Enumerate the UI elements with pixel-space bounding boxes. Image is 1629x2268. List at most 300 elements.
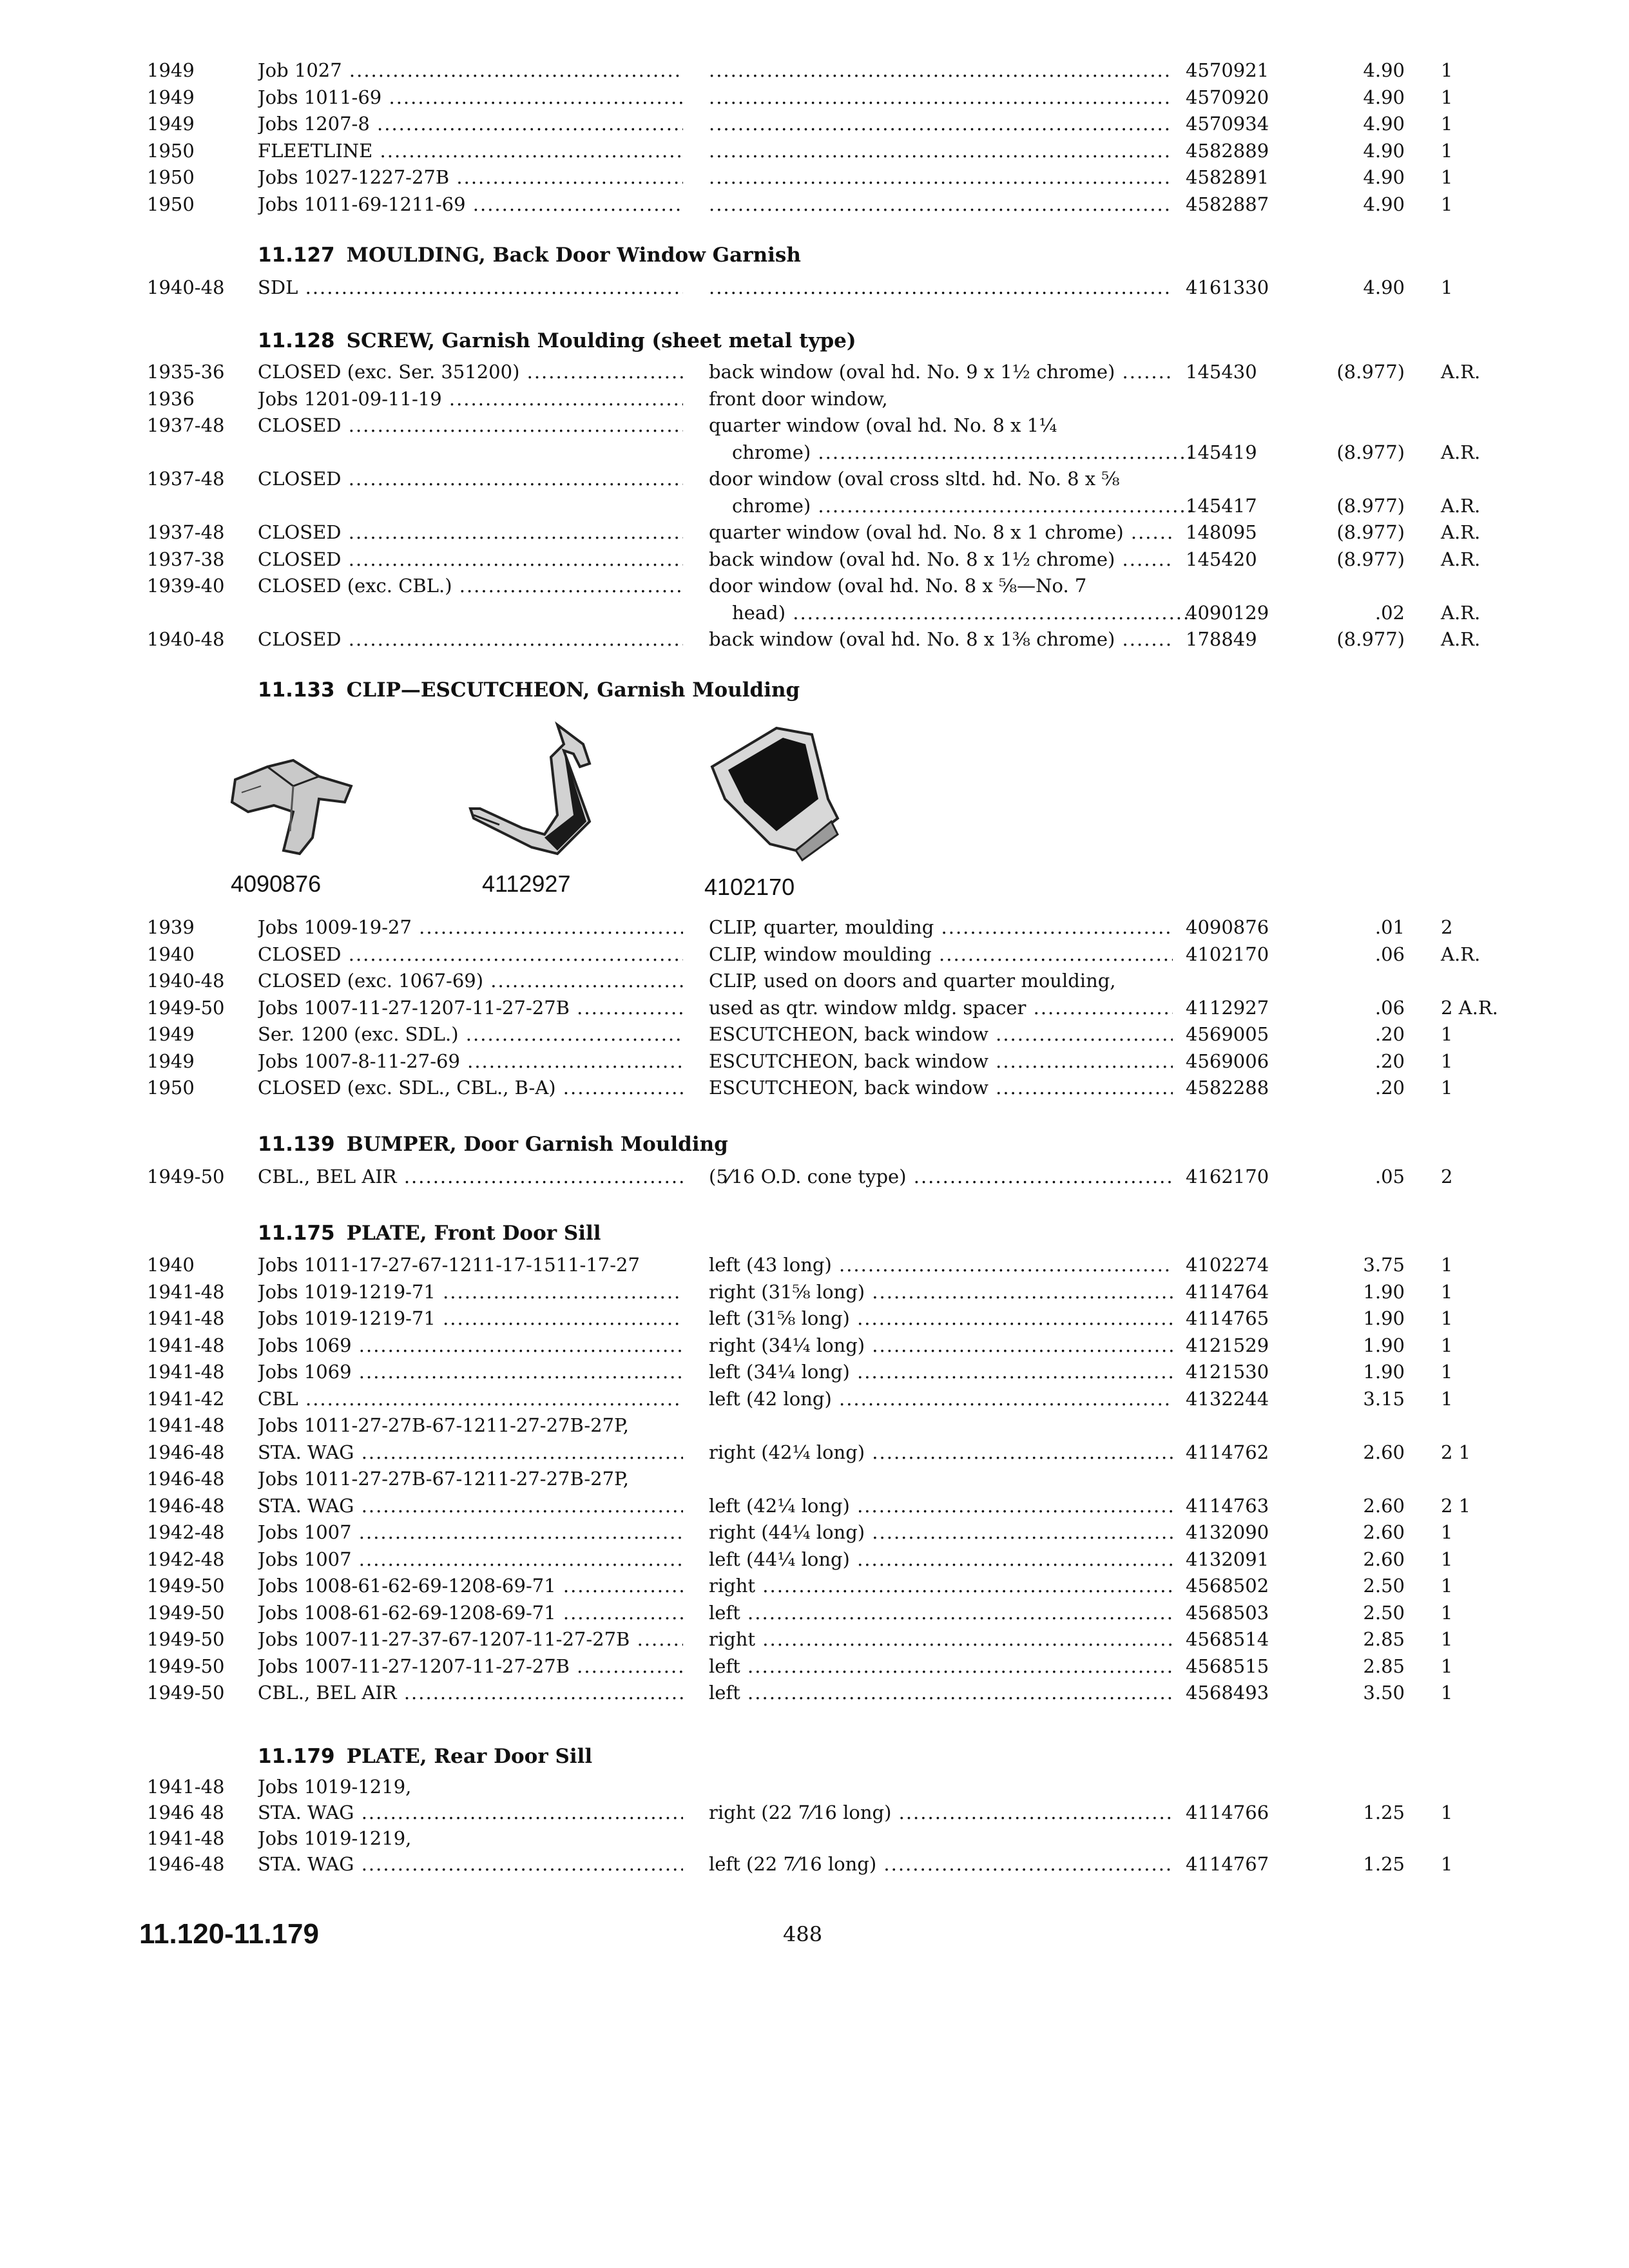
part-number-cell: 4569005: [1186, 1023, 1269, 1045]
section-heading-11-128: [258, 327, 856, 354]
table-row: [0, 1492, 1629, 1519]
job-cell: Jobs 1207-8 .....: [258, 110, 683, 137]
quantity-cell: 1: [1441, 1655, 1453, 1677]
quantity-cell: 2: [1441, 916, 1453, 938]
quantity-cell: 1: [1441, 1280, 1453, 1303]
part-number-cell: 4114763: [1186, 1494, 1269, 1517]
table-row: [0, 1679, 1629, 1706]
job-cell: Jobs 1011-27-27B-67-1211-27-27B-27P,: [258, 1414, 629, 1436]
price-cell: (8.977): [1336, 494, 1405, 517]
description-cell: CLIP, quarter, moulding .....: [709, 914, 1173, 941]
description-cell: [709, 191, 1173, 218]
table-row: [0, 599, 1629, 626]
year-cell: 1937-38: [147, 548, 225, 570]
year-cell: 1941-48: [147, 1776, 225, 1798]
year-cell: 1941-48: [147, 1827, 225, 1849]
year-cell: 1946-48: [147, 1468, 225, 1490]
table-row: [0, 1825, 1629, 1852]
quantity-cell: A.R.: [1441, 441, 1481, 463]
year-cell: 1940: [147, 1254, 195, 1276]
table-row: [0, 1385, 1629, 1412]
job-cell: Jobs 1007-11-27-37-67-1207-11-27-27B .....: [258, 1626, 683, 1653]
description-cell: quarter window (oval hd. No. 8 x 1¼: [709, 414, 1057, 436]
job-cell: Job 1027 .....: [258, 57, 683, 84]
price-cell: (8.977): [1336, 361, 1405, 383]
part-number-cell: 4114767: [1186, 1853, 1269, 1875]
price-cell: 4.90: [1363, 59, 1405, 81]
table-row: [0, 941, 1629, 968]
table-row: [0, 519, 1629, 546]
price-cell: 3.15: [1363, 1387, 1405, 1410]
quantity-cell: A.R.: [1441, 521, 1481, 543]
quantity-cell: 1: [1441, 1307, 1453, 1329]
table-row: [0, 572, 1629, 599]
year-cell: 1937-48: [147, 521, 225, 543]
job-cell: Jobs 1019-1219-71 .....: [258, 1278, 683, 1305]
price-cell: (8.977): [1336, 628, 1405, 650]
table-row: [0, 412, 1629, 439]
part-number-cell: 4161330: [1186, 276, 1269, 298]
quantity-cell: 1: [1441, 1077, 1453, 1099]
description-cell: right (44¼ long) .....: [709, 1519, 1173, 1546]
table-row: [0, 1251, 1629, 1278]
part-number-cell: 4112927: [1186, 996, 1269, 1019]
job-cell: Jobs 1011-27-27B-67-1211-27-27B-27P,: [258, 1468, 629, 1490]
year-cell: 1940-48: [147, 628, 225, 650]
year-cell: 1950: [147, 166, 195, 188]
footer-page-number: 488: [783, 1922, 823, 1946]
quantity-cell: A.R.: [1441, 943, 1481, 965]
section-title: SCREW, Garnish Moulding (sheet metal type): [346, 329, 856, 352]
part-number-cell: 4568503: [1186, 1601, 1269, 1624]
price-cell: 4.90: [1363, 86, 1405, 108]
job-cell: SDL .....: [258, 274, 683, 301]
price-cell: (8.977): [1336, 441, 1405, 463]
year-cell: 1949-50: [147, 1166, 225, 1187]
description-cell: chrome) .....: [709, 492, 1196, 519]
section-number: 11.139: [258, 1133, 335, 1156]
job-cell: Jobs 1008-61-62-69-1208-69-71 .....: [258, 1572, 683, 1599]
description-cell: [709, 84, 1173, 111]
section-title: MOULDING, Back Door Window Garnish: [346, 244, 801, 267]
section-heading-11-133: [258, 677, 800, 704]
quantity-cell: 1: [1441, 86, 1453, 108]
part-number-cell: 4582887: [1186, 193, 1269, 215]
part-number-cell: 4090129: [1186, 601, 1269, 624]
price-cell: .06: [1374, 943, 1405, 965]
section-number: 11.128: [258, 329, 335, 352]
table-row: [0, 546, 1629, 573]
table-row: [0, 1358, 1629, 1385]
year-cell: 1937-48: [147, 414, 225, 436]
clip-label-1: 4090876: [231, 870, 322, 897]
year-cell: 1939: [147, 916, 195, 938]
section-heading-11-175: [258, 1220, 601, 1247]
description-cell: ESCUTCHEON, back window .....: [709, 1021, 1173, 1048]
table-row: [0, 914, 1629, 941]
price-cell: (8.977): [1336, 521, 1405, 543]
year-cell: 1940-48: [147, 276, 225, 298]
quantity-cell: 1: [1441, 1361, 1453, 1383]
year-cell: 1941-48: [147, 1280, 225, 1303]
price-cell: 2.60: [1363, 1548, 1405, 1570]
quantity-cell: 1: [1441, 1387, 1453, 1410]
table-row: [0, 465, 1629, 492]
year-cell: 1949-50: [147, 1655, 225, 1677]
price-cell: 2.50: [1363, 1601, 1405, 1624]
job-cell: CLOSED .....: [258, 626, 683, 653]
table-row: [0, 1305, 1629, 1332]
quantity-cell: 1: [1441, 1050, 1453, 1072]
quantity-cell: 1: [1441, 1802, 1453, 1823]
section-number: 11.127: [258, 244, 335, 267]
year-cell: 1949-50: [147, 1601, 225, 1624]
description-cell: [709, 110, 1173, 137]
price-cell: .20: [1374, 1077, 1405, 1099]
price-cell: (8.977): [1336, 548, 1405, 570]
part-number-cell: 4568515: [1186, 1655, 1269, 1677]
description-cell: right (31⅝ long) .....: [709, 1278, 1173, 1305]
quantity-cell: 2 1: [1441, 1441, 1471, 1463]
section-title: PLATE, Rear Door Sill: [346, 1745, 593, 1768]
table-row: [0, 1278, 1629, 1305]
description-cell: CLIP, used on doors and quarter moulding,: [709, 970, 1116, 992]
description-cell: chrome) .....: [709, 439, 1196, 466]
description-cell: right (42¼ long) .....: [709, 1439, 1173, 1466]
year-cell: 1949: [147, 1050, 195, 1072]
year-cell: 1949: [147, 1023, 195, 1045]
description-cell: ESCUTCHEON, back window .....: [709, 1048, 1173, 1075]
part-number-cell: 4121529: [1186, 1334, 1269, 1356]
year-cell: 1939-40: [147, 575, 225, 597]
description-cell: left (22 7⁄16 long) .....: [709, 1850, 1173, 1878]
year-cell: 1936: [147, 387, 195, 410]
description-cell: left (43 long) .....: [709, 1251, 1173, 1278]
part-number-cell: 145419: [1186, 441, 1257, 463]
part-number-cell: 4568493: [1186, 1682, 1269, 1704]
job-cell: Jobs 1069 .....: [258, 1332, 683, 1359]
table-row: [0, 1799, 1629, 1826]
description-cell: quarter window (oval hd. No. 8 x 1 chrome) .....: [709, 519, 1173, 546]
year-cell: 1949: [147, 113, 195, 135]
table-row: [0, 1021, 1629, 1048]
year-cell: 1942-48: [147, 1521, 225, 1543]
year-cell: 1941-48: [147, 1307, 225, 1329]
price-cell: 2.85: [1363, 1628, 1405, 1650]
description-cell: left (42¼ long) .....: [709, 1492, 1173, 1519]
part-number-cell: 4114766: [1186, 1802, 1269, 1823]
description-cell: right .....: [709, 1572, 1173, 1599]
year-cell: 1937-48: [147, 468, 225, 490]
job-cell: Jobs 1007-11-27-1207-11-27-27B .....: [258, 1653, 683, 1680]
table-row: [0, 110, 1629, 137]
quantity-cell: 1: [1441, 1334, 1453, 1356]
part-number-cell: 145420: [1186, 548, 1257, 570]
price-cell: 4.90: [1363, 166, 1405, 188]
part-number-cell: 4114765: [1186, 1307, 1269, 1329]
quantity-cell: 2 A.R.: [1441, 996, 1498, 1019]
part-number-cell: 4102170: [1186, 943, 1269, 965]
year-cell: 1942-48: [147, 1548, 225, 1570]
table-row: [0, 967, 1629, 994]
clip-label-2: 4112927: [482, 870, 571, 897]
quantity-cell: 1: [1441, 1682, 1453, 1704]
description-cell: [709, 57, 1173, 84]
year-cell: 1941-48: [147, 1414, 225, 1436]
quantity-cell: 1: [1441, 276, 1453, 298]
price-cell: 2.60: [1363, 1441, 1405, 1463]
year-cell: 1949-50: [147, 1628, 225, 1650]
table-row: [0, 1412, 1629, 1439]
price-cell: 1.90: [1363, 1334, 1405, 1356]
job-cell: Jobs 1011-17-27-67-1211-17-1511-17-27: [258, 1254, 640, 1276]
description-cell: right (34¼ long) .....: [709, 1332, 1173, 1359]
description-cell: used as qtr. window mldg. spacer .....: [709, 994, 1173, 1021]
job-cell: Jobs 1007-8-11-27-69 .....: [258, 1048, 683, 1075]
price-cell: .05: [1374, 1166, 1405, 1187]
description-cell: left (31⅝ long) .....: [709, 1305, 1173, 1332]
part-number-cell: 4132091: [1186, 1548, 1269, 1570]
table-row: [0, 1074, 1629, 1101]
price-cell: 2.85: [1363, 1655, 1405, 1677]
table-row: [0, 358, 1629, 385]
year-cell: 1949-50: [147, 1575, 225, 1597]
year-cell: 1946-48: [147, 1494, 225, 1517]
price-cell: .06: [1374, 996, 1405, 1019]
table-row: [0, 1048, 1629, 1075]
table-row: [0, 1773, 1629, 1800]
job-cell: CLOSED (exc. CBL.) .....: [258, 572, 683, 599]
quantity-cell: 1: [1441, 1601, 1453, 1624]
job-cell: Jobs 1019-1219,: [258, 1827, 412, 1849]
quantity-cell: 1: [1441, 1521, 1453, 1543]
part-number-cell: 4570920: [1186, 86, 1269, 108]
section-number: 11.133: [258, 678, 335, 702]
year-cell: 1949: [147, 86, 195, 108]
description-cell: head) .....: [709, 599, 1196, 626]
table-row: [0, 1439, 1629, 1466]
year-cell: 1941-42: [147, 1387, 225, 1410]
quantity-cell: A.R.: [1441, 361, 1481, 383]
description-cell: left (42 long) .....: [709, 1385, 1173, 1412]
quantity-cell: 1: [1441, 59, 1453, 81]
job-cell: CBL .....: [258, 1385, 683, 1412]
part-number-cell: 4162170: [1186, 1166, 1269, 1187]
job-cell: STA. WAG .....: [258, 1439, 683, 1466]
price-cell: .20: [1374, 1023, 1405, 1045]
description-cell: left (44¼ long) .....: [709, 1546, 1173, 1573]
description-cell: left .....: [709, 1679, 1173, 1706]
quantity-cell: 2 1: [1441, 1494, 1471, 1517]
description-cell: [709, 137, 1173, 164]
part-number-cell: 4568514: [1186, 1628, 1269, 1650]
section-number: 11.175: [258, 1222, 335, 1245]
part-number-cell: 4132090: [1186, 1521, 1269, 1543]
table-row: [0, 137, 1629, 164]
section-title: BUMPER, Door Garnish Moulding: [346, 1133, 728, 1156]
quantity-cell: 1: [1441, 1023, 1453, 1045]
table-row: [0, 1163, 1629, 1190]
job-cell: STA. WAG .....: [258, 1799, 683, 1826]
description-cell: left .....: [709, 1653, 1173, 1680]
job-cell: CLOSED .....: [258, 546, 683, 573]
job-cell: Jobs 1201-09-11-19 .....: [258, 385, 683, 412]
part-number-cell: 145430: [1186, 361, 1257, 383]
price-cell: 1.90: [1363, 1361, 1405, 1383]
section-number: 11.179: [258, 1745, 335, 1768]
job-cell: Jobs 1011-69-1211-69 .....: [258, 191, 683, 218]
job-cell: Jobs 1027-1227-27B .....: [258, 164, 683, 191]
job-cell: CBL., BEL AIR .....: [258, 1163, 683, 1190]
section-heading-11-179: [258, 1743, 592, 1770]
description-cell: door window (oval hd. No. 8 x ⅝—No. 7: [709, 575, 1087, 597]
description-cell: right .....: [709, 1626, 1173, 1653]
quantity-cell: 1: [1441, 1548, 1453, 1570]
year-cell: 1946-48: [147, 1853, 225, 1875]
quantity-cell: 1: [1441, 166, 1453, 188]
quantity-cell: A.R.: [1441, 494, 1481, 517]
job-cell: CLOSED .....: [258, 465, 683, 492]
quantity-cell: A.R.: [1441, 628, 1481, 650]
description-cell: [709, 274, 1173, 301]
job-cell: Jobs 1009-19-27 .....: [258, 914, 683, 941]
year-cell: 1940: [147, 943, 195, 965]
price-cell: 4.90: [1363, 139, 1405, 162]
price-cell: 3.75: [1363, 1254, 1405, 1276]
year-cell: 1950: [147, 1077, 195, 1099]
year-cell: 1946-48: [147, 1441, 225, 1463]
job-cell: Jobs 1008-61-62-69-1208-69-71 .....: [258, 1599, 683, 1626]
quantity-cell: 1: [1441, 193, 1453, 215]
part-number-cell: 145417: [1186, 494, 1257, 517]
quantity-cell: 1: [1441, 1628, 1453, 1650]
job-cell: CLOSED .....: [258, 412, 683, 439]
description-cell: (5⁄16 O.D. cone type) .....: [709, 1163, 1173, 1190]
year-cell: 1949-50: [147, 996, 225, 1019]
clip-4112927-illustration: [461, 718, 628, 867]
price-cell: 2.60: [1363, 1494, 1405, 1517]
job-cell: CBL., BEL AIR .....: [258, 1679, 683, 1706]
year-cell: 1950: [147, 139, 195, 162]
job-cell: STA. WAG .....: [258, 1850, 683, 1878]
table-row: [0, 1599, 1629, 1626]
table-row: [0, 191, 1629, 218]
quantity-cell: 1: [1441, 113, 1453, 135]
job-cell: Ser. 1200 (exc. SDL.) .....: [258, 1021, 683, 1048]
footer-section-range: 11.120-11.179: [139, 1918, 319, 1950]
description-cell: front door window,: [709, 387, 888, 410]
price-cell: 3.50: [1363, 1682, 1405, 1704]
price-cell: 4.90: [1363, 113, 1405, 135]
year-cell: 1950: [147, 193, 195, 215]
job-cell: Jobs 1007 .....: [258, 1546, 683, 1573]
price-cell: .01: [1374, 916, 1405, 938]
price-cell: .20: [1374, 1050, 1405, 1072]
year-cell: 1949: [147, 59, 195, 81]
table-row: [0, 274, 1629, 301]
part-number-cell: 4132244: [1186, 1387, 1269, 1410]
price-cell: 1.25: [1363, 1802, 1405, 1823]
table-row: [0, 1572, 1629, 1599]
job-cell: Jobs 1007 .....: [258, 1519, 683, 1546]
section-heading-11-127: [258, 242, 801, 269]
price-cell: .02: [1374, 601, 1405, 624]
description-cell: back window (oval hd. No. 8 x 1½ chrome) .....: [709, 546, 1173, 573]
job-cell: CLOSED .....: [258, 941, 683, 968]
table-row: [0, 385, 1629, 412]
year-cell: 1941-48: [147, 1334, 225, 1356]
job-cell: FLEETLINE .....: [258, 137, 683, 164]
part-number-cell: 4568502: [1186, 1575, 1269, 1597]
price-cell: 2.50: [1363, 1575, 1405, 1597]
clip-4102170-illustration: [699, 722, 854, 863]
description-cell: back window (oval hd. No. 8 x 1⅜ chrome) .....: [709, 626, 1173, 653]
quantity-cell: 1: [1441, 1575, 1453, 1597]
price-cell: 1.90: [1363, 1307, 1405, 1329]
job-cell: Jobs 1019-1219,: [258, 1776, 412, 1798]
part-number-cell: 4090876: [1186, 916, 1269, 938]
job-cell: STA. WAG .....: [258, 1492, 683, 1519]
description-cell: CLIP, window moulding .....: [709, 941, 1173, 968]
table-row: [0, 1626, 1629, 1653]
description-cell: door window (oval cross sltd. hd. No. 8 x ⅝: [709, 468, 1120, 490]
table-row: [0, 1653, 1629, 1680]
part-number-cell: 4114764: [1186, 1280, 1269, 1303]
description-cell: left (34¼ long) .....: [709, 1358, 1173, 1385]
quantity-cell: 1: [1441, 1853, 1453, 1875]
job-cell: Jobs 1019-1219-71 .....: [258, 1305, 683, 1332]
part-number-cell: 4582288: [1186, 1077, 1269, 1099]
year-cell: 1940-48: [147, 970, 225, 992]
section-title: PLATE, Front Door Sill: [346, 1222, 601, 1245]
job-cell: CLOSED (exc. Ser. 351200) .....: [258, 358, 683, 385]
part-number-cell: 4582891: [1186, 166, 1269, 188]
quantity-cell: 2: [1441, 1166, 1453, 1187]
section-title: CLIP—ESCUTCHEON, Garnish Moulding: [346, 678, 800, 702]
job-cell: CLOSED (exc. 1067-69) .....: [258, 967, 683, 994]
price-cell: 4.90: [1363, 193, 1405, 215]
table-row: [0, 492, 1629, 519]
price-cell: 1.25: [1363, 1853, 1405, 1875]
part-number-cell: 4570921: [1186, 59, 1269, 81]
part-number-cell: 148095: [1186, 521, 1257, 543]
job-cell: Jobs 1007-11-27-1207-11-27-27B .....: [258, 994, 683, 1021]
part-number-cell: 4114762: [1186, 1441, 1269, 1463]
part-number-cell: 4569006: [1186, 1050, 1269, 1072]
table-row: [0, 164, 1629, 191]
quantity-cell: A.R.: [1441, 548, 1481, 570]
table-row: [0, 994, 1629, 1021]
table-row: [0, 626, 1629, 653]
quantity-cell: 1: [1441, 139, 1453, 162]
table-row: [0, 1465, 1629, 1492]
part-number-cell: 4570934: [1186, 113, 1269, 135]
job-cell: CLOSED .....: [258, 519, 683, 546]
description-cell: [709, 164, 1173, 191]
description-cell: right (22 7⁄16 long) .....: [709, 1799, 1173, 1826]
clip-label-3: 4102170: [704, 874, 795, 900]
section-heading-11-139: [258, 1131, 728, 1158]
part-number-cell: 4582889: [1186, 139, 1269, 162]
table-row: [0, 1332, 1629, 1359]
part-number-cell: 4102274: [1186, 1254, 1269, 1276]
table-row: [0, 439, 1629, 466]
year-cell: 1941-48: [147, 1361, 225, 1383]
price-cell: 1.90: [1363, 1280, 1405, 1303]
job-cell: Jobs 1069 .....: [258, 1358, 683, 1385]
job-cell: CLOSED (exc. SDL., CBL., B-A) .....: [258, 1074, 683, 1101]
year-cell: 1949-50: [147, 1682, 225, 1704]
